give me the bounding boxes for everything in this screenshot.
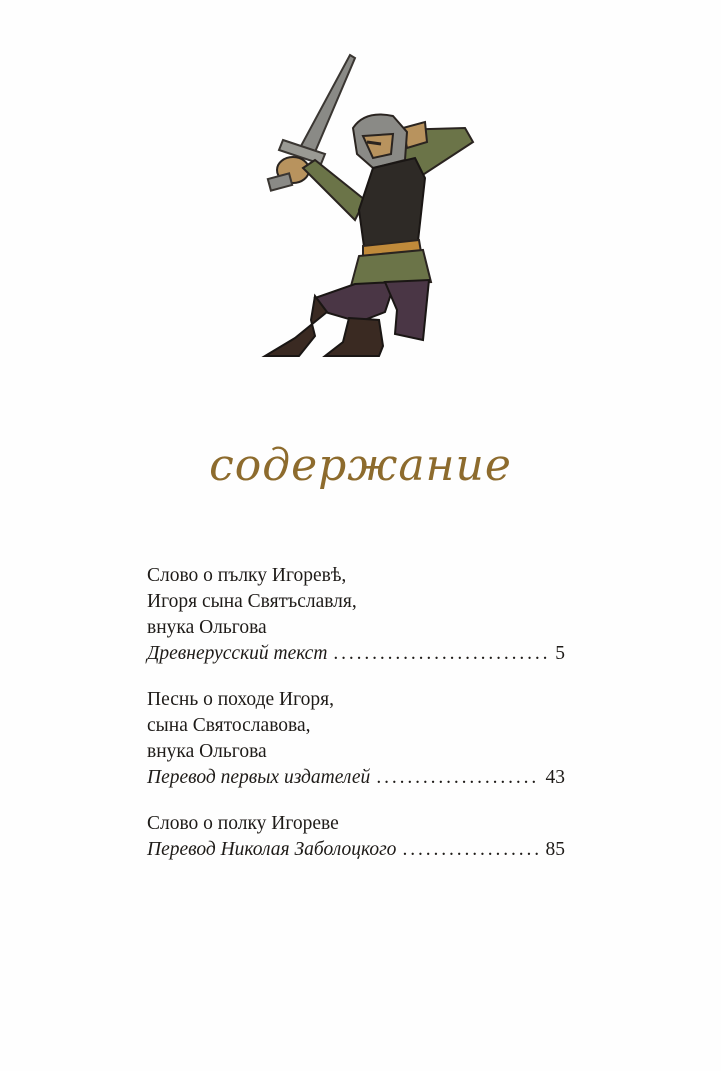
toc-entry-title-line: Песнь о походе Игоря, bbox=[147, 689, 334, 710]
toc-entry-subtitle-row[interactable] bbox=[147, 837, 565, 863]
toc-entry-1 bbox=[147, 563, 565, 667]
dot-leader bbox=[402, 837, 539, 863]
toc-entry-3 bbox=[147, 811, 565, 863]
page-title: содержание bbox=[209, 440, 512, 491]
toc-entry-title-line: сына Святославова, bbox=[147, 715, 311, 736]
toc-page-number: 5 bbox=[555, 643, 565, 664]
warrior-illustration bbox=[255, 50, 485, 370]
toc-entry-subtitle: Древнерусский текст bbox=[147, 643, 328, 664]
warrior-with-sword-image bbox=[255, 50, 485, 370]
toc-page-number: 85 bbox=[545, 839, 565, 860]
toc-entry-2 bbox=[147, 687, 565, 791]
table-of-contents bbox=[147, 563, 565, 883]
dot-leader bbox=[333, 641, 549, 667]
toc-entry-subtitle-row[interactable] bbox=[147, 641, 565, 667]
toc-entry-title-line: Игоря сына Святъславля, bbox=[147, 591, 357, 612]
toc-entry-subtitle: Перевод Николая Заболоцкого bbox=[147, 839, 397, 860]
toc-entry-title-line: внука Ольгова bbox=[147, 617, 267, 638]
toc-entry-title-line: Слово о полку Игореве bbox=[147, 813, 339, 834]
dot-leader bbox=[376, 765, 539, 791]
toc-entry-title-line: внука Ольгова bbox=[147, 741, 267, 762]
toc-page-number: 43 bbox=[545, 767, 565, 788]
toc-entry-subtitle: Перевод первых издателей bbox=[147, 767, 371, 788]
toc-entry-subtitle-row[interactable] bbox=[147, 765, 565, 791]
toc-entry-title-line: Слово о пълку Игоревѣ, bbox=[147, 565, 347, 586]
